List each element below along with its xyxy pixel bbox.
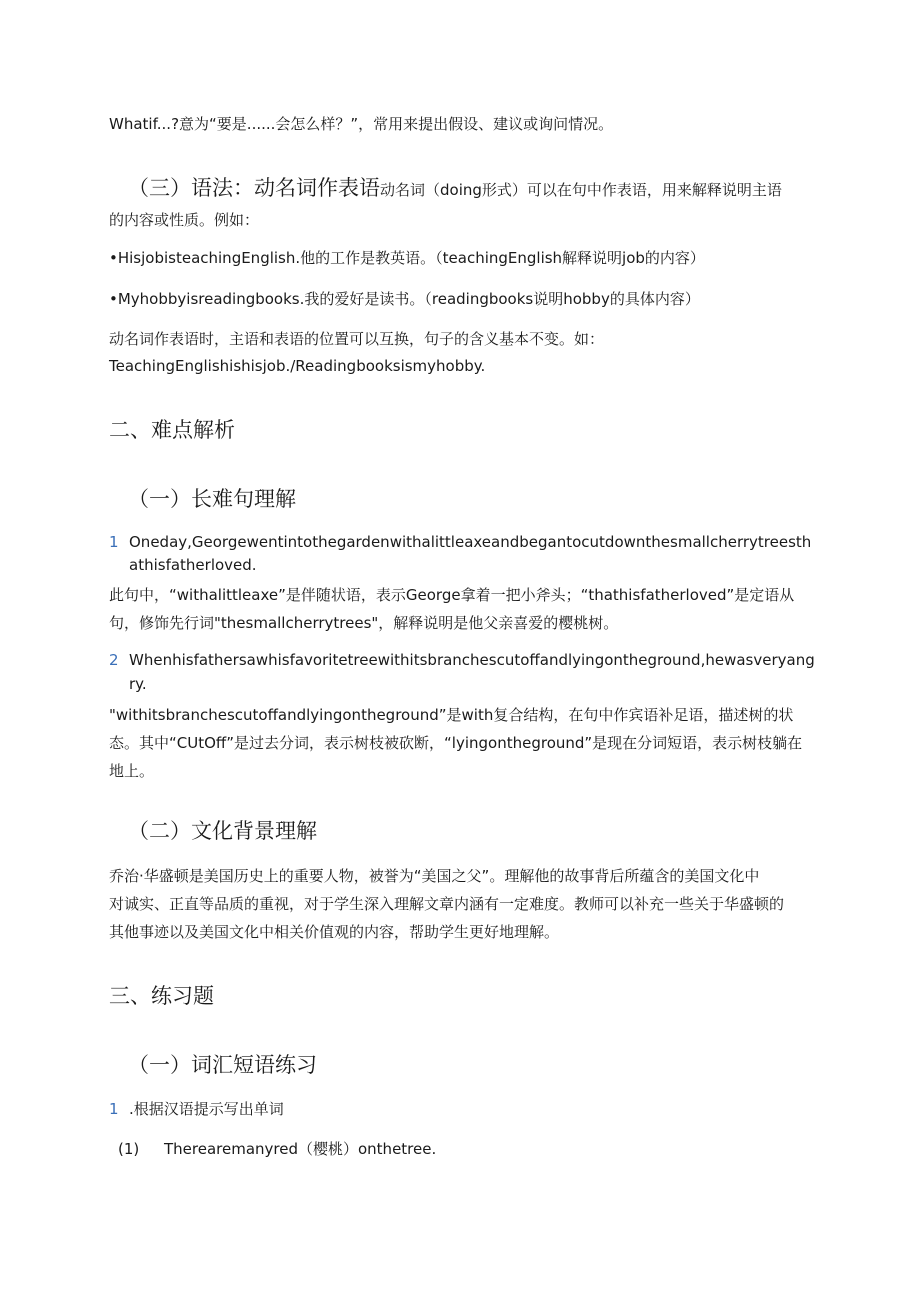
- example-1: •HisjobisteachingEnglish.他的工作是教英语。（teachingEnglish解释说明job的内容）: [109, 249, 705, 267]
- question-1-item-1-number: (1): [118, 1140, 140, 1158]
- sentence-2-number: 2: [109, 651, 119, 669]
- question-1: [109, 1095, 809, 1123]
- question-1-number: 1: [109, 1100, 119, 1118]
- sentence-2-explain-c: 地上。: [109, 762, 155, 780]
- sentence-1-number: 1: [109, 533, 119, 551]
- whatif-line: Whatif...?意为“要是......会怎么样？”，常用来提出假设、建议或询问情况。: [109, 115, 614, 133]
- sentence-2-explain-a: "withitsbranchescutoffandlyingontheground”是with复合结构，在句中作宾语补足语，描述树的状: [109, 706, 794, 724]
- culture-line-a: 乔治·华盛顿是美国历史上的重要人物，被誉为“美国之父”。理解他的故事背后所蕴含的美国文化中: [109, 867, 760, 885]
- swap-note-b: TeachingEnglishishisjob./Readingbooksismyhobby.: [109, 357, 486, 375]
- question-1-item-1-text: Therearemanyred（樱桃）onthetree.: [164, 1140, 437, 1158]
- culture-line-b: 对诚实、正直等品质的重视，对于学生深入理解文章内涵有一定难度。教师可以补充一些关于华盛顿的: [109, 895, 785, 913]
- sentence-1-text-a: Oneday,Georgewentintothegardenwithalittleaxeandbegantocutdownthesmallcherrytreesth: [129, 533, 812, 551]
- question-1-text: .根据汉语提示写出单词: [129, 1100, 284, 1118]
- sentence-2-text-a: Whenhisfathersawhisfavoritetreewithitsbranchescutoffandlyingontheground,hewasveryang: [129, 651, 815, 669]
- sentence-1-explain-b: 句，修饰先行词"thesmallcherrytrees"，解释说明是他父亲喜爱的樱桃树。: [109, 614, 619, 632]
- sentence-2-explain-b: 态。其中“CUtOff”是过去分词，表示树枝被砍断，“lyingontheground”是现在分词短语，表示树枝躺在: [109, 734, 803, 752]
- section-heading-exercises: 三、练习题: [109, 984, 214, 1008]
- grammar-intro-a: 动名词（doing形式）可以在句中作表语，用来解释说明主语: [380, 181, 782, 199]
- subheading-culture: （二）文化背景理解: [128, 819, 317, 843]
- sentence-1-text-b: athisfatherloved.: [129, 556, 257, 574]
- section-heading-difficulties: 二、难点解析: [109, 418, 235, 442]
- culture-line-c: 其他事迹以及美国文化中相关价值观的内容，帮助学生更好地理解。: [109, 923, 560, 941]
- subheading-long-sentences: （一）长难句理解: [128, 487, 296, 511]
- grammar-intro-b: 的内容或性质。例如：: [109, 211, 260, 229]
- swap-note-a: 动名词作表语时，主语和表语的位置可以互换，句子的含义基本不变。如：: [109, 330, 605, 348]
- subheading-vocab: （一）词汇短语练习: [128, 1053, 317, 1077]
- grammar-paragraph: [128, 174, 828, 204]
- sentence-2-text-b: ry.: [129, 675, 147, 693]
- sentence-1-explain-a: 此句中，“withalittleaxe”是伴随状语，表示George拿着一把小斧头；“thathisfatherloved”是定语从: [109, 586, 795, 604]
- question-1-item-1: [118, 1135, 818, 1163]
- grammar-heading: （三）语法：动名词作表语: [128, 176, 380, 200]
- example-2: •Myhobbyisreadingbooks.我的爱好是读书。（readingbooks说明hobby的具体内容）: [109, 290, 700, 308]
